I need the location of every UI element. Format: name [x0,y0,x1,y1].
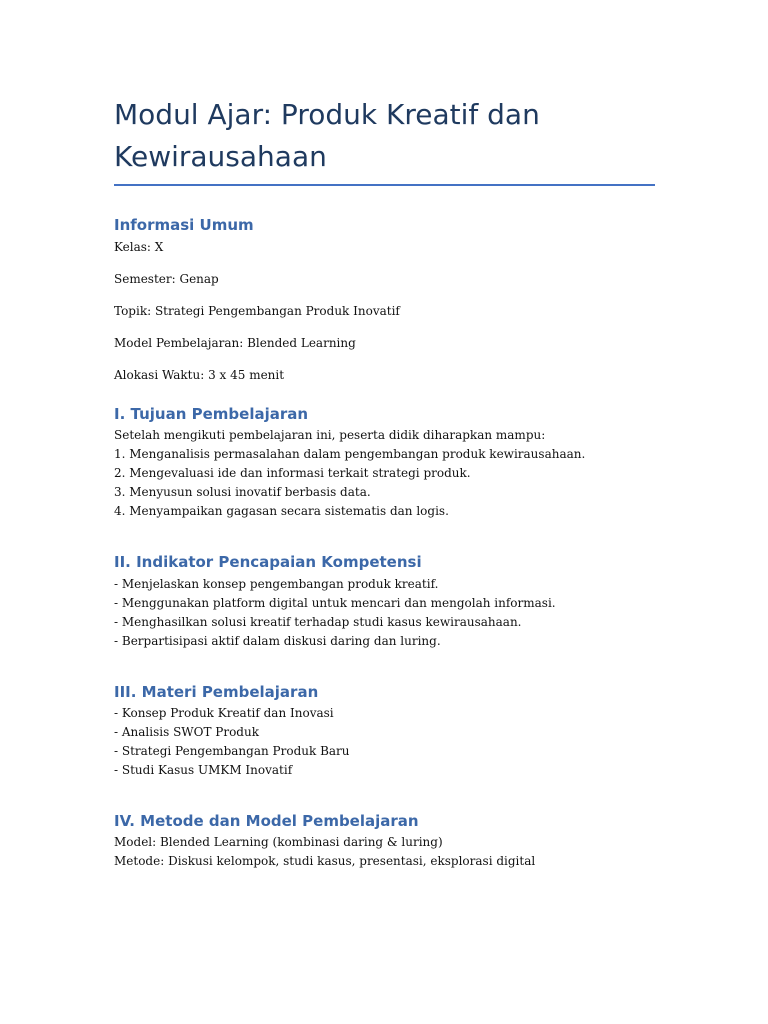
section-metode [114,812,655,871]
section-indikator [114,553,655,651]
list-item: 2. Mengevaluasi ide dan informasi terkait strategi produk. [114,466,471,480]
list-item: 3. Menyusun solusi inovatif berbasis data. [114,485,371,499]
list-item: 1. Menganalisis permasalahan dalam pengembangan produk kewirausahaan. [114,447,586,461]
list-item: - Menjelaskan konsep pengembangan produk kreatif. [114,577,439,591]
list-item: - Strategi Pengembangan Produk Baru [114,744,350,758]
info-semester: Semester: Genap [114,272,219,286]
section-materi [114,683,655,780]
section-heading-tujuan: I. Tujuan Pembelajaran [114,405,309,423]
section-heading-informasi-umum: Informasi Umum [114,216,254,234]
list-item: - Menggunakan platform digital untuk mencari dan mengolah informasi. [114,596,556,610]
info-kelas: Kelas: X [114,240,164,254]
info-model: Model Pembelajaran: Blended Learning [114,336,356,350]
document-page [114,94,655,871]
list-item: Metode: Diskusi kelompok, studi kasus, presentasi, eksplorasi digital [114,854,536,868]
list-item: - Analisis SWOT Produk [114,725,259,739]
section-heading-materi: III. Materi Pembelajaran [114,683,319,701]
section-tujuan-pembelajaran [114,405,655,521]
section-informasi-umum [114,216,655,385]
list-item: 4. Menyampaikan gagasan secara sistematis dan logis. [114,504,449,518]
title-divider [114,184,655,186]
info-alokasi-waktu: Alokasi Waktu: 3 x 45 menit [114,368,285,382]
document-title: Modul Ajar: Produk Kreatif dan Kewirausahaan [114,98,540,173]
section-heading-metode: IV. Metode dan Model Pembelajaran [114,812,419,830]
list-item: - Menghasilkan solusi kreatif terhadap studi kasus kewirausahaan. [114,615,522,629]
list-item: - Berpartisipasi aktif dalam diskusi daring dan luring. [114,634,441,648]
list-item: Model: Blended Learning (kombinasi daring & luring) [114,835,443,849]
info-topik: Topik: Strategi Pengembangan Produk Inovatif [114,304,400,318]
list-item: - Studi Kasus UMKM Inovatif [114,763,293,777]
list-item: - Konsep Produk Kreatif dan Inovasi [114,706,334,720]
section-heading-indikator: II. Indikator Pencapaian Kompetensi [114,553,422,571]
tujuan-intro: Setelah mengikuti pembelajaran ini, peserta didik diharapkan mampu: [114,428,546,442]
